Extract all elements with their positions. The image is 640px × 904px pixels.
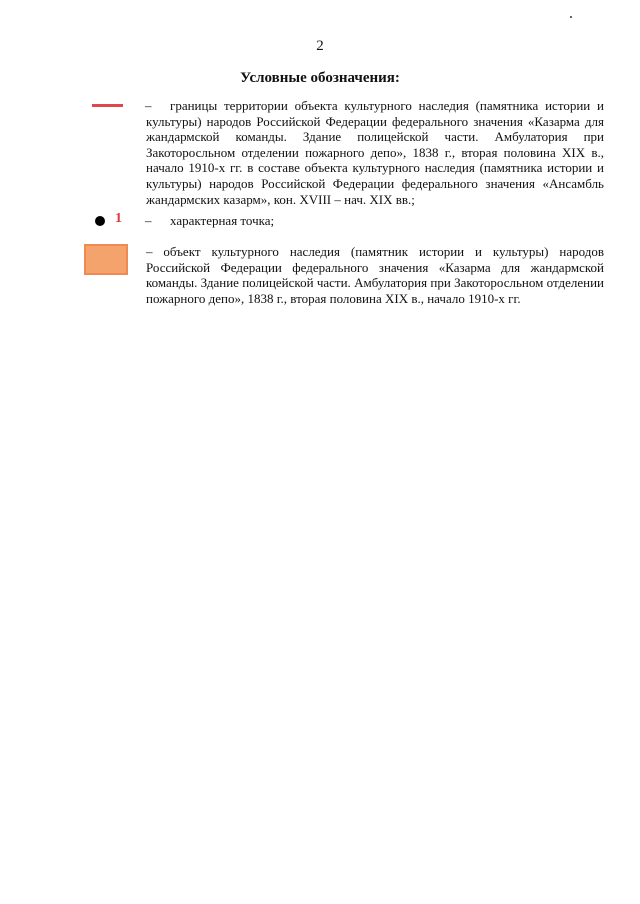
page-number: 2 xyxy=(316,38,324,54)
legend-description-object: – объект культурного наследия (памятник истории и культуры) народов Российской Федерации федерального значения «Казарма для жандармской команды. Здание полицейской части. Амбулатория при Закоторосльном отделении пожарного депо», 1838 г., вторая половина XIX в., начало 1910-х гг. xyxy=(146,244,604,306)
red-boundary-line-icon xyxy=(92,104,123,107)
legend-description-boundary: границы территории объекта культурного наследия (памятника истории и культуры) народов Российской Федерации федерального значения «Казарма для жандармской команды. Здание полицейской части. Амбулатория при Закоторосльном отделении пожарного депо», 1838 г., вторая половина XIX в., начало 1910-х гг. в составе объекта культурного наследия (памятника истории и культуры) народов Российской Федерации федерального значения «Ансамбль жандармских казарм», кон. XVIII – нач. XIX вв.; xyxy=(146,98,604,207)
legend-dash: – xyxy=(145,213,152,228)
scan-mark xyxy=(570,16,572,18)
legend-title: Условные обозначения: xyxy=(240,70,400,86)
legend-dash: – xyxy=(145,98,152,113)
legend-description-point: характерная точка; xyxy=(170,213,275,228)
black-dot-icon xyxy=(95,216,105,226)
orange-area-icon xyxy=(84,244,128,275)
point-number-label: 1 xyxy=(115,211,122,226)
